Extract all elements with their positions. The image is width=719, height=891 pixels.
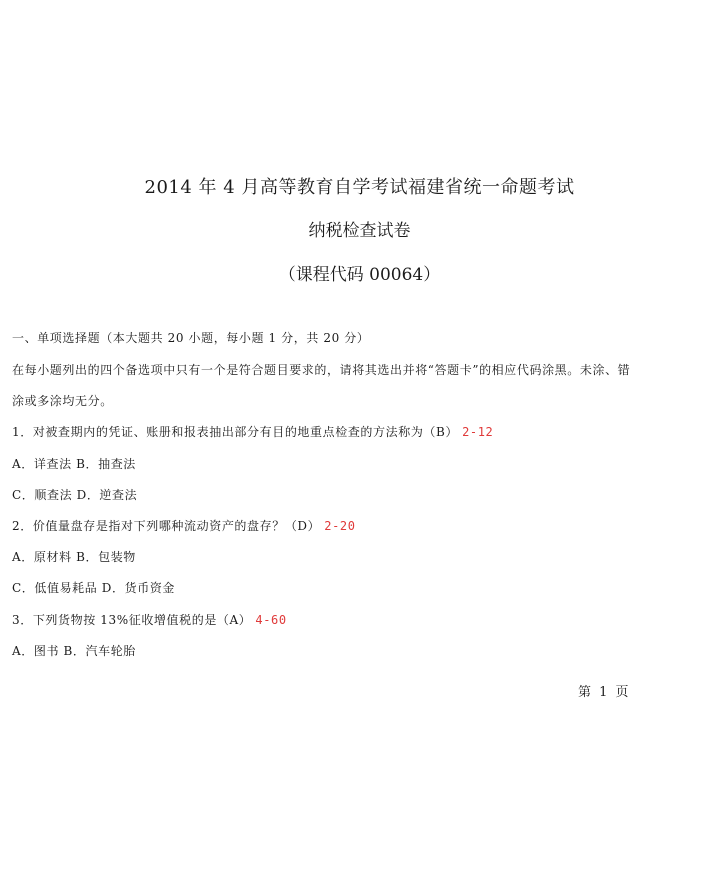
question-2-reference: 2-20 [324, 519, 356, 533]
question-2-options-cd: C．低值易耗品 D．货币资金 [12, 581, 176, 595]
section-heading: 一、单项选择题（本大题共 20 小题，每小题 1 分，共 20 分） [12, 331, 370, 345]
question-3-stem: 3．下列货物按 13%征收增值税的是（A） [12, 613, 252, 627]
question-3-reference: 4-60 [255, 613, 287, 627]
question-1-options-ab: A．详查法 B．抽查法 [12, 457, 136, 471]
question-2-options-ab: A．原材料 B．包装物 [12, 550, 136, 564]
instruction-line-1: 在每小题列出的四个备选项中只有一个是符合题目要求的，请将其选出并将“答题卡”的相应代码涂黑。未涂、错 [12, 363, 631, 377]
question-2 [12, 517, 356, 534]
exam-subtitle: 纳税检查试卷 [308, 221, 411, 241]
question-3-options-ab: A．图书 B．汽车轮胎 [12, 644, 136, 658]
question-2-stem: 2．价值量盘存是指对下列哪种流动资产的盘存？（D） [12, 519, 321, 533]
question-1-options-cd: C．顺查法 D．逆查法 [12, 488, 138, 502]
question-3 [12, 611, 287, 628]
page-number: 第 1 页 [578, 685, 631, 700]
question-1 [12, 423, 493, 440]
question-1-stem: 1．对被查期内的凭证、账册和报表抽出部分有目的地重点检查的方法称为（B） [12, 425, 459, 439]
exam-title: 2014 年 4 月高等教育自学考试福建省统一命题考试 [144, 177, 575, 198]
instruction-line-2: 涂或多涂均无分。 [12, 394, 113, 408]
course-code: （课程代码 00064） [278, 265, 441, 285]
question-1-reference: 2-12 [462, 425, 494, 439]
